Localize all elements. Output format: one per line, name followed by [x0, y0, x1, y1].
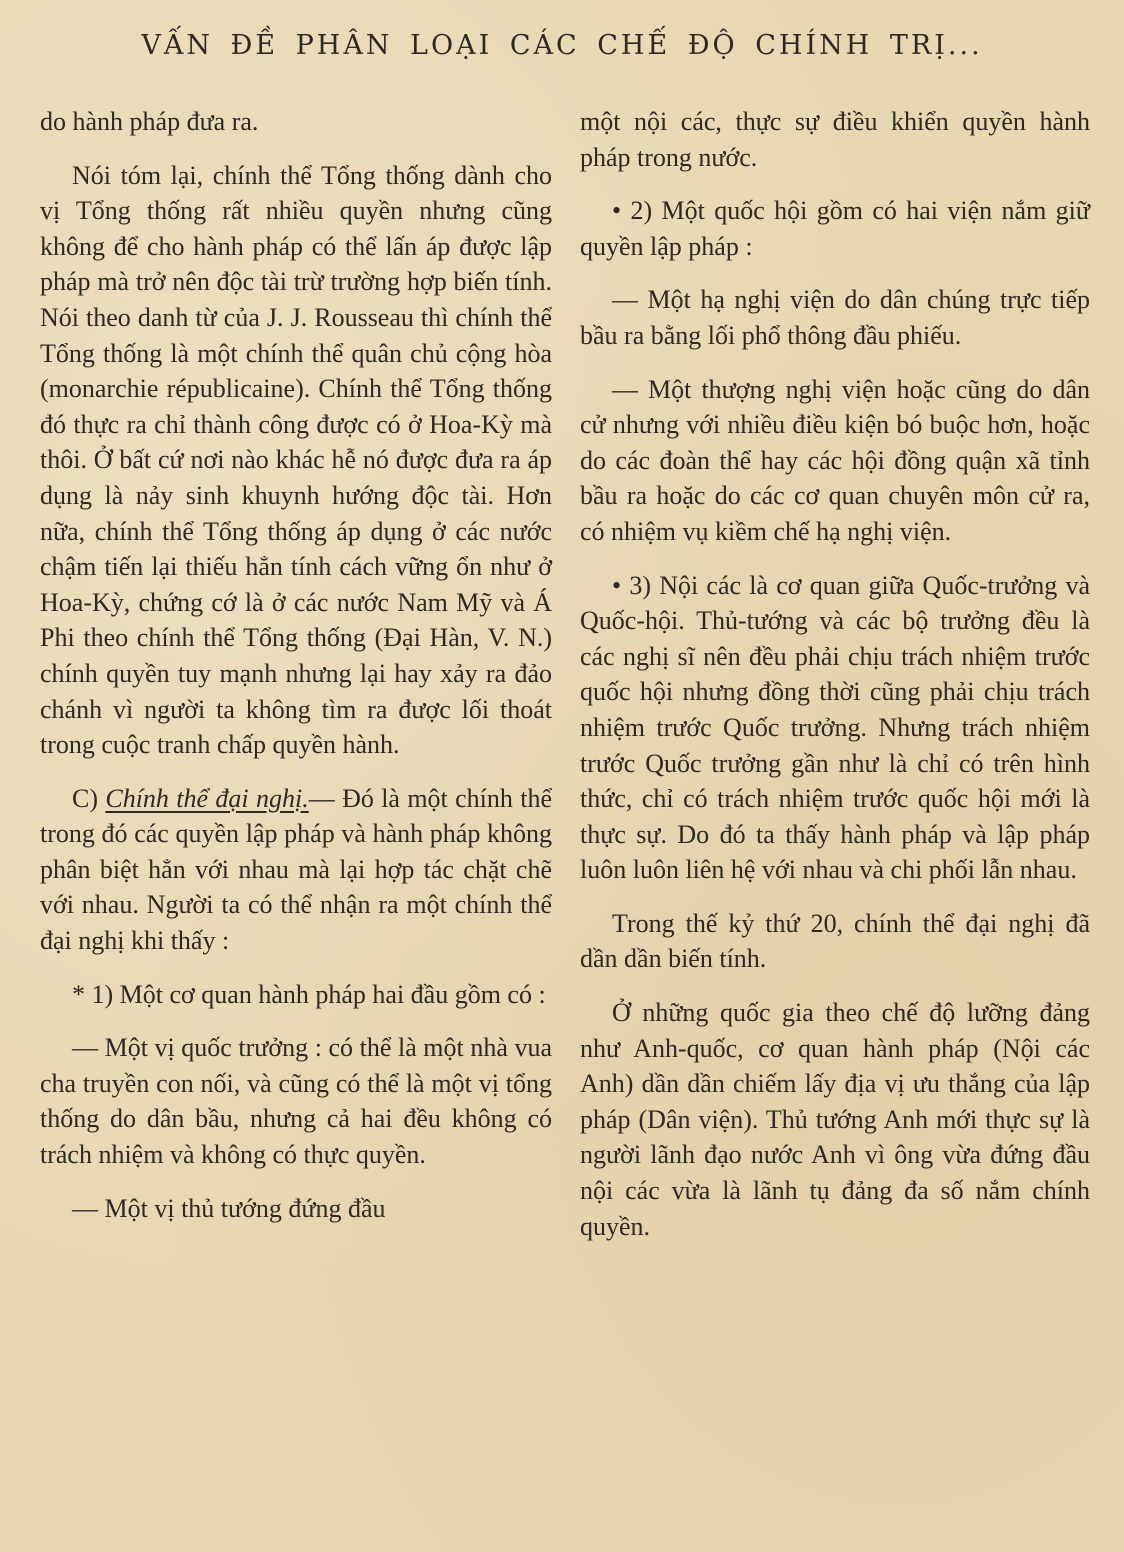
paragraph-20th-century: Trong thế kỷ thứ 20, chính thể đại nghị đã dần dần biến tính. — [580, 908, 1090, 974]
paragraph-parliamentary-definition — [40, 781, 552, 959]
paragraph-continuation: do hành pháp đưa ra. — [40, 107, 259, 136]
list-item-3: • 3) Nội các là cơ quan giữa Quốc-trưởng và Quốc-hội. Thủ-tướng và các bộ trưởng đều là các nghị sĩ nên đều phải chịu trách nhiệm trước quốc hội nhưng đồng thời cũng phải chịu trách nhiệm trước Quốc trưởng. Nhưng trách nhiệm trước Quốc trưởng gần như là chỉ có trên hình thức, chỉ có trách nhiệm trước quốc hội mới là thực sự. Do đó ta thấy hành pháp và lập pháp luôn luôn liên hệ với nhau và chi phối lẫn nhau. — [580, 570, 1090, 885]
paragraph-two-party: Ở những quốc gia theo chế độ lưỡng đảng như Anh-quốc, cơ quan hành pháp (Nội các Anh) dần dần chiếm lấy địa vị ưu thắng của lập pháp (Dân viện). Thủ tướng Anh mới thực sự là người lãnh đạo nước Anh vì ông vừa đứng đầu nội các vừa là lãnh tụ đảng đa số nắm chính quyền. — [580, 998, 1090, 1241]
section-heading: Chính thể đại nghị. — [105, 783, 309, 813]
sub-item-upper-house: — Một thượng nghị viện hoặc cũng do dân cử nhưng với nhiều điều kiện bó buộc hơn, hoặc do các đoàn thể hay các hội đồng quận xã tỉnh bầu ra hoặc do các cơ quan chuyên môn cử ra, có nhiệm vụ kiềm chế hạ nghị viện. — [580, 374, 1090, 546]
sub-item-prime-minister: — Một vị thủ tướng đứng đầu — [72, 1193, 386, 1223]
list-item-1: * 1) Một cơ quan hành pháp hai đầu gồm có : — [72, 979, 546, 1009]
paragraph-continuation-right: một nội các, thực sự điều khiển quyền hành pháp trong nước. — [580, 107, 1090, 172]
right-column — [580, 104, 1090, 1244]
list-item-2: • 2) Một quốc hội gồm có hai viện nắm giữ quyền lập pháp : — [580, 196, 1090, 261]
left-column — [40, 104, 552, 1226]
section-label: C) — [72, 783, 106, 813]
sub-item-head-of-state: — Một vị quốc trưởng : có thể là một nhà vua cha truyền con nối, và cũng có thể là một vị tổng thống do dân bầu, nhưng cả hai đều không có trách nhiệm và không có thực quyền. — [40, 1033, 552, 1170]
sub-item-lower-house: — Một hạ nghị viện do dân chúng trực tiếp bầu ra bằng lối phổ thông đầu phiếu. — [580, 285, 1090, 350]
running-header: VẤN ĐỀ PHÂN LOẠI CÁC CHẾ ĐỘ CHÍNH TRỊ... — [141, 30, 983, 61]
section-body: — Đó là một chính thể trong đó các quyền lập pháp và hành pháp không phân biệt hẳn với nhau mà lại hợp tác chặt chẽ với nhau. Người ta có thể nhận ra một chính thể đại nghị khi thấy : — [40, 783, 553, 956]
paragraph-summary-presidential: Nói tóm lại, chính thể Tổng thống dành cho vị Tổng thống rất nhiều quyền nhưng cũng không để cho hành pháp có thể lấn áp được lập pháp mà trở nên độc tài trừ trường hợp biến tính. Nói theo danh từ của J. J. Rousseau thì chính thể Tổng thống là một chính thể quân chủ cộng hòa (monarchie républicaine). Chính thể Tổng thống đó thực ra chỉ thành công được có ở Hoa-Kỳ mà thôi. Ở bất cứ nơi nào khác hễ nó được đưa ra áp dụng là nảy sinh khuynh hướng độc tài. Hơn nữa, chính thể Tổng thống áp dụng ở các nước chậm tiến lại thiếu hẳn tính cách vững ổn như ở Hoa-Kỳ, chứng cớ là ở các nước Nam Mỹ và Á Phi theo chính thể Tổng thống (Đại Hàn, V. N.) chính quyền tuy mạnh nhưng lại hay xảy ra đảo chánh vì người ta không tìm ra được lối thoát trong cuộc tranh chấp quyền hành. — [40, 160, 552, 760]
